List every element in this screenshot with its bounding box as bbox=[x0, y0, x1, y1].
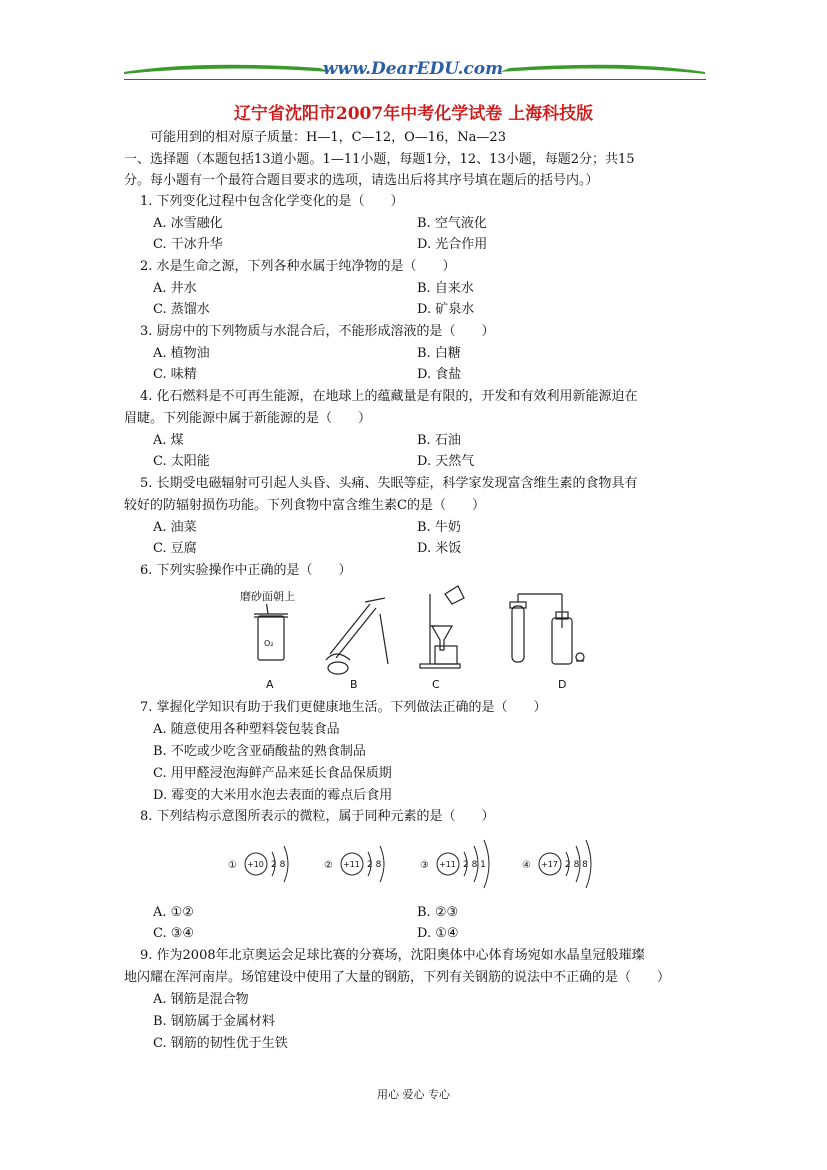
option: D. 食盐 bbox=[417, 367, 462, 382]
svg-text:+10: +10 bbox=[247, 860, 264, 869]
option: C. 味精 bbox=[153, 367, 197, 382]
option: D. 米饭 bbox=[417, 541, 462, 556]
option: B. 石油 bbox=[417, 433, 461, 448]
question-stem: 6. 下列实验操作中正确的是（ ） bbox=[140, 563, 352, 578]
o2-label: O₂ bbox=[264, 639, 274, 648]
svg-text:②: ② bbox=[324, 860, 333, 871]
fig-label-b: B bbox=[350, 678, 358, 691]
section-heading: 一、选择题（本题包括13道小题。1—11小题，每题1分，12、13小题，每题2分；共15 bbox=[124, 152, 635, 167]
option: C. 干冰升华 bbox=[153, 237, 223, 252]
svg-text:+17: +17 bbox=[541, 860, 558, 869]
svg-text:2 8: 2 8 bbox=[367, 860, 382, 870]
svg-text:+11: +11 bbox=[439, 860, 456, 869]
option: B. 钢筋属于金属材料 bbox=[153, 1014, 275, 1029]
question-stem: 7. 掌握化学知识有助于我们更健康地生活。下列做法正确的是（ ） bbox=[140, 700, 547, 715]
atom-diagram bbox=[228, 846, 288, 882]
atom-diagram bbox=[324, 846, 384, 882]
option: C. 用甲醛浸泡海鲜产品来延长食品保质期 bbox=[153, 766, 392, 781]
option: B. 自来水 bbox=[417, 281, 474, 296]
header-rule bbox=[124, 79, 706, 80]
svg-text:2 8: 2 8 bbox=[271, 860, 286, 870]
option: A. 冰雪融化 bbox=[153, 216, 223, 231]
question-stem: 3. 厨房中的下列物质与水混合后，不能形成溶液的是（ ） bbox=[140, 324, 495, 339]
option: A. 钢筋是混合物 bbox=[153, 992, 249, 1007]
page-footer: 用心 爱心 专心 bbox=[377, 1088, 450, 1101]
question-stem: 5. 长期受电磁辐射可引起人头昏、头痛、失眠等症，科学家发现富含维生素的食物具有 bbox=[140, 476, 638, 491]
option: B. 白糖 bbox=[417, 346, 461, 361]
fig-label-d: D bbox=[558, 678, 567, 691]
question-stem: 9. 作为2008年北京奥运会足球比赛的分赛场，沈阳奥体中心体育场宛如水晶皇冠般璀璨 bbox=[140, 948, 645, 963]
svg-text:2 8 1: 2 8 1 bbox=[463, 860, 486, 870]
site-name: www.DearEDU.com bbox=[322, 59, 504, 79]
section-heading: 分。每小题有一个最符合题目要求的选项，请选出后将其序号填在题后的括号内。） bbox=[124, 173, 599, 188]
option: C. 豆腐 bbox=[153, 541, 197, 556]
question-stem: 地闪耀在浑河南岸。场馆建设中使用了大量的钢筋，下列有关钢筋的说法中不正确的是（ ） bbox=[124, 970, 671, 985]
fig-label-c: C bbox=[432, 678, 440, 691]
option: A. 煤 bbox=[153, 433, 184, 448]
question-stem: 较好的防辐射损伤功能。下列食物中富含维生素C的是（ ） bbox=[124, 498, 485, 513]
question-stem: 1. 下列变化过程中包含化学变化的是（ ） bbox=[140, 194, 404, 209]
atom-diagram bbox=[522, 840, 591, 888]
option: C. 太阳能 bbox=[153, 454, 210, 469]
svg-text:+11: +11 bbox=[343, 860, 360, 869]
option: B. 牛奶 bbox=[417, 520, 461, 535]
option: C. 蒸馏水 bbox=[153, 302, 210, 317]
atomic-masses: 可能用到的相对原子质量：H—1，C—12，O—16，Na—23 bbox=[150, 130, 506, 145]
question-stem: 8. 下列结构示意图所表示的微粒，属于同种元素的是（ ） bbox=[140, 809, 495, 824]
question-stem: 2. 水是生命之源，下列各种水属于纯净物的是（ ） bbox=[140, 259, 456, 274]
svg-text:④: ④ bbox=[522, 860, 531, 871]
fig-label-a: A bbox=[266, 678, 274, 691]
option: B. 空气液化 bbox=[417, 216, 487, 231]
question-stem: 眉睫。下列能源中属于新能源的是（ ） bbox=[124, 411, 372, 426]
atom-structure-figure bbox=[228, 830, 638, 900]
site-banner bbox=[0, 52, 827, 86]
svg-text:2 8 8: 2 8 8 bbox=[565, 860, 588, 870]
figure-label: 磨砂面朝上 bbox=[240, 590, 295, 603]
option: D. ①④ bbox=[417, 926, 459, 941]
option: D. 光合作用 bbox=[417, 237, 488, 252]
option: C. ③④ bbox=[153, 926, 195, 941]
option: A. 井水 bbox=[153, 281, 197, 296]
option: B. 不吃或少吃含亚硝酸盐的熟食制品 bbox=[153, 744, 366, 759]
question-stem: 4. 化石燃料是不可再生能源，在地球上的蕴藏量是有限的，开发和有效利用新能源迫在 bbox=[140, 389, 638, 404]
option: A. 植物油 bbox=[153, 346, 210, 361]
option: C. 钢筋的韧性优于生铁 bbox=[153, 1036, 288, 1051]
lab-operations-figure bbox=[230, 584, 600, 692]
page-title: 辽宁省沈阳市2007年中考化学试卷 上海科技版 bbox=[233, 104, 594, 124]
option: D. 矿泉水 bbox=[417, 302, 475, 317]
option: A. 油菜 bbox=[153, 520, 197, 535]
option: D. 天然气 bbox=[417, 454, 475, 469]
svg-text:①: ① bbox=[228, 860, 237, 871]
svg-text:③: ③ bbox=[420, 860, 429, 871]
option: B. ②③ bbox=[417, 905, 459, 920]
option: D. 霉变的大米用水泡去表面的霉点后食用 bbox=[153, 788, 393, 803]
atom-diagram bbox=[420, 840, 489, 888]
option: A. 随意使用各种塑料袋包装食品 bbox=[153, 722, 340, 737]
option: A. ①② bbox=[153, 905, 194, 920]
